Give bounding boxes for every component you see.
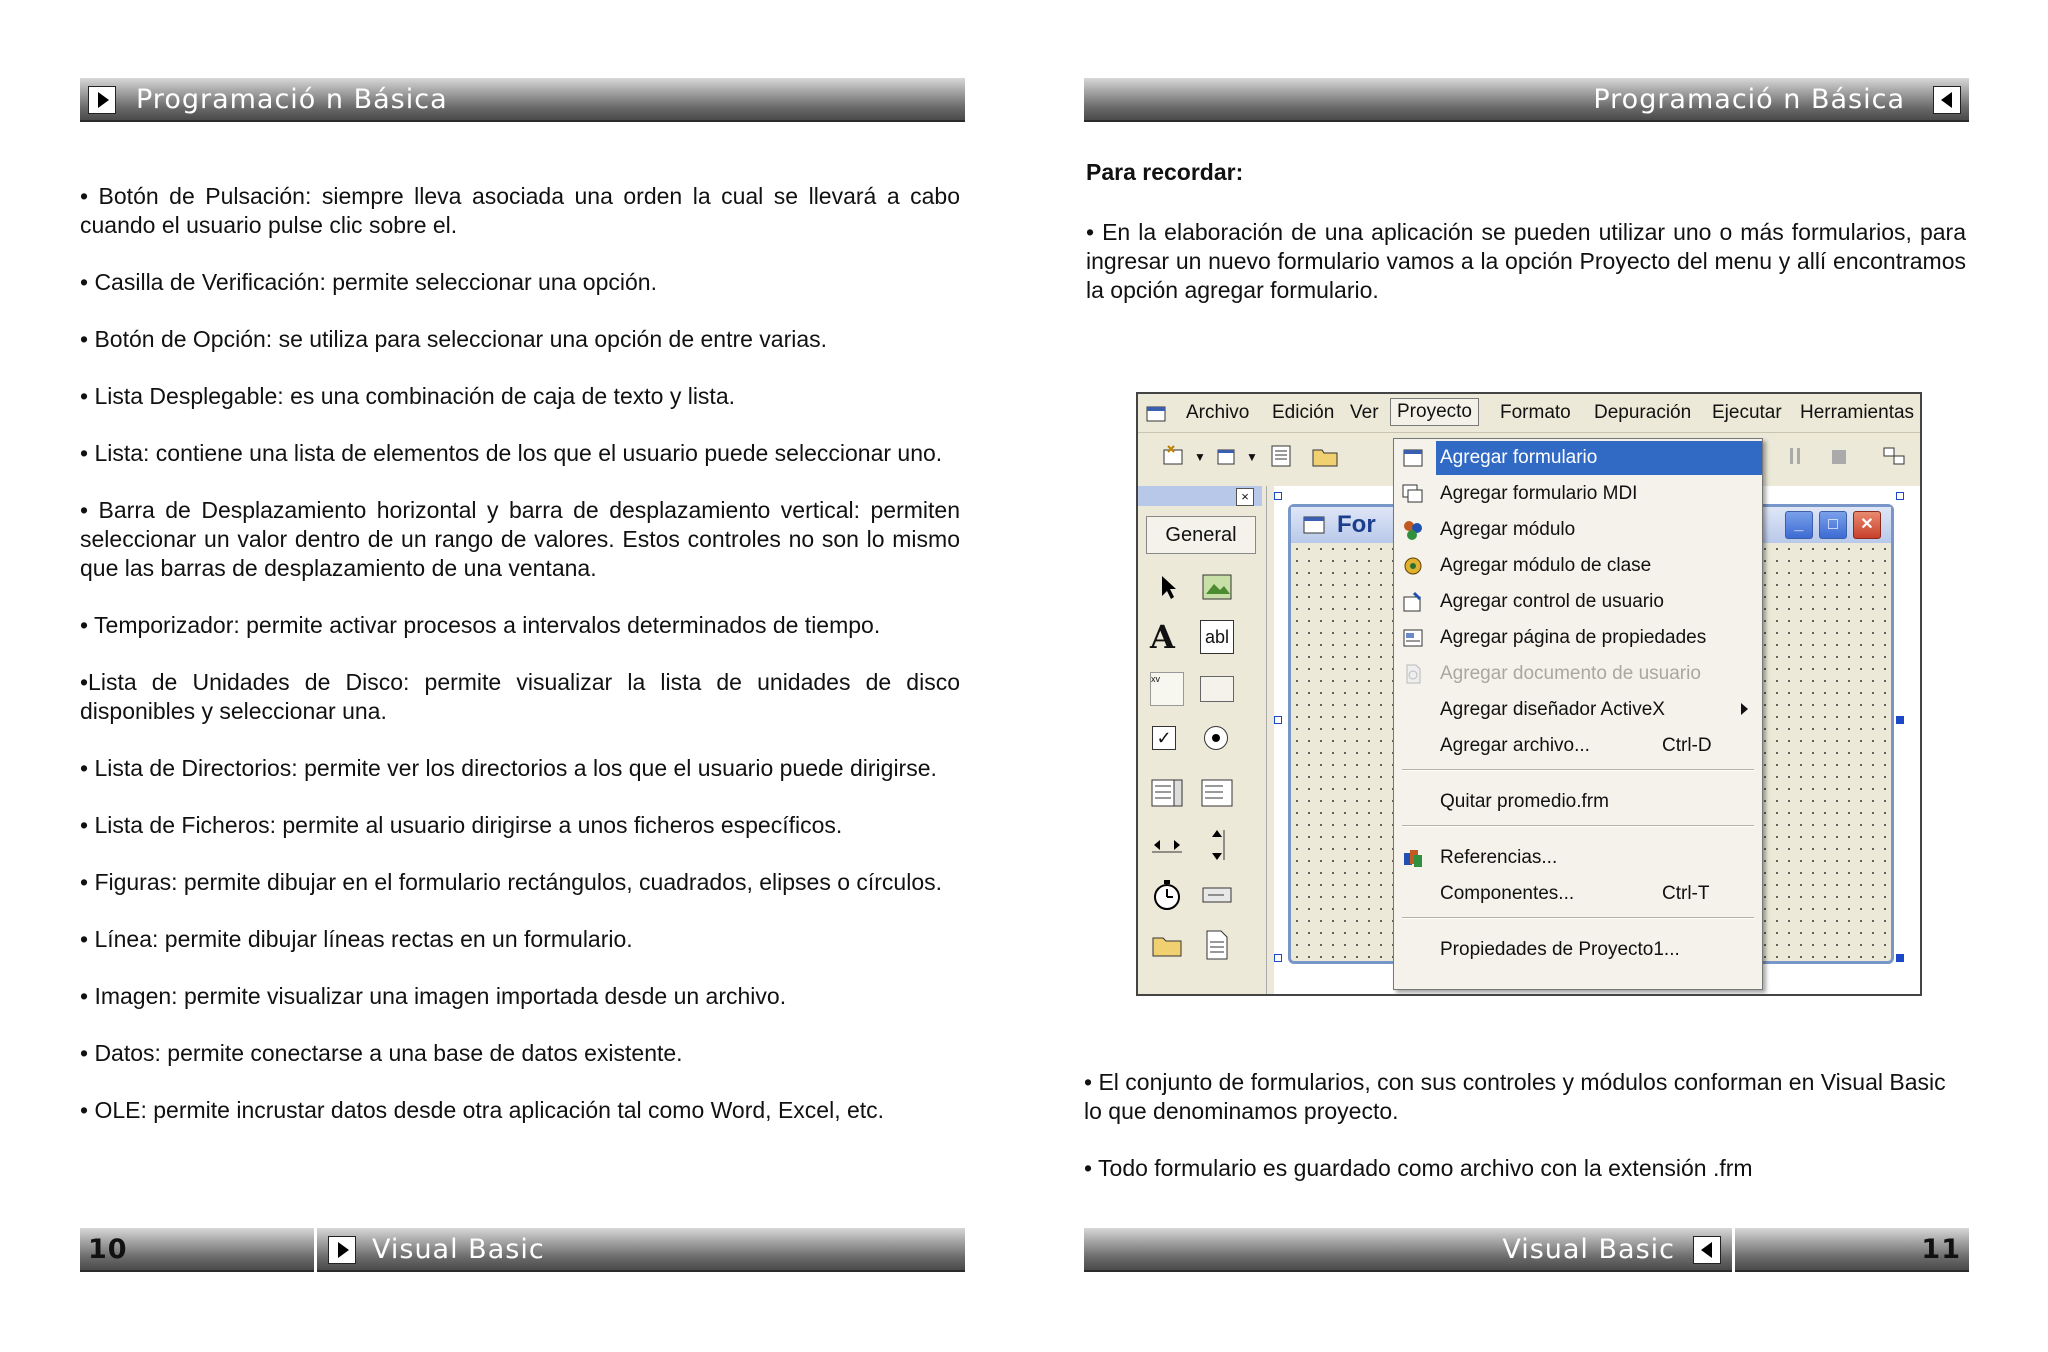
menu-item-agregar-modulo[interactable]	[1394, 513, 1762, 547]
property-page-icon	[1402, 627, 1424, 649]
chevron-down-icon[interactable]: ▼	[1246, 450, 1258, 464]
user-control-icon	[1402, 591, 1424, 613]
menu-item-agregar-documento-usuario[interactable]	[1394, 657, 1762, 691]
chevron-down-icon[interactable]: ▼	[1194, 450, 1206, 464]
menu-item-quitar[interactable]	[1394, 785, 1762, 819]
list-item: • OLE: permite incrustar datos desde otra aplicación tal como Word, Excel, etc.	[80, 1097, 885, 1123]
menu-ejecutar[interactable]: Ejecutar	[1712, 402, 1782, 423]
timer-icon[interactable]	[1150, 878, 1184, 912]
right-footer-bar	[1084, 1228, 1969, 1272]
form-icon	[1303, 514, 1327, 536]
submenu-arrow-icon	[1741, 703, 1748, 715]
selection-handle[interactable]	[1274, 716, 1282, 724]
selection-handle[interactable]	[1274, 492, 1282, 500]
pointer-icon[interactable]	[1152, 570, 1186, 604]
list-item: • El conjunto de formularios, con sus controles y módulos conforman en Visual Basic lo que denominamos proyecto.	[1084, 1069, 1946, 1124]
right-header-bar	[1084, 78, 1969, 122]
stop-icon[interactable]	[1832, 450, 1846, 464]
menu-item-label: Propiedades de Proyecto1...	[1440, 939, 1680, 960]
optionbutton-icon[interactable]	[1204, 726, 1228, 750]
menu-separator	[1402, 825, 1754, 827]
references-icon	[1402, 847, 1424, 869]
class-module-icon	[1402, 555, 1424, 577]
menu-item-label: Agregar módulo de clase	[1440, 555, 1652, 576]
menu-item-label: Agregar diseñador ActiveX	[1440, 699, 1665, 720]
vscrollbar-icon[interactable]	[1200, 828, 1234, 862]
menu-item-agregar-archivo[interactable]	[1394, 729, 1762, 763]
menu-item-label: Agregar documento de usuario	[1440, 663, 1701, 684]
right-header-title: Programació n Básica	[1593, 84, 1905, 115]
option-dot	[1212, 734, 1220, 742]
menu-depuracion[interactable]: Depuración	[1594, 402, 1692, 423]
intro-paragraph	[1086, 218, 1966, 333]
left-header-bar	[80, 78, 965, 122]
right-page-number: 11	[1921, 1234, 1961, 1265]
menu-item-shortcut: Ctrl-T	[1662, 883, 1710, 904]
toolbox-tab-general[interactable]: General	[1146, 516, 1256, 554]
menu-item-shortcut: Ctrl-D	[1662, 735, 1712, 756]
list-item: • Lista: contiene una lista de elementos de los que el usuario puede seleccionar uno.	[80, 440, 943, 466]
add-project-icon[interactable]	[1160, 442, 1190, 470]
form-icon	[1402, 447, 1426, 469]
left-footer-title: Visual Basic	[372, 1234, 545, 1265]
open-folder-icon[interactable]	[1310, 442, 1340, 470]
textbox-icon[interactable]: abl	[1200, 620, 1234, 654]
list-item: • Lista de Directorios: permite ver los directorios a los que el usuario puede dirigirse.	[80, 755, 937, 781]
frame-icon[interactable]: xv	[1150, 672, 1184, 706]
selection-handle[interactable]	[1274, 954, 1282, 962]
drivelistbox-icon[interactable]	[1200, 878, 1234, 912]
menu-item-label: Agregar formulario MDI	[1440, 483, 1638, 504]
mdi-form-icon	[1402, 483, 1424, 505]
menu-proyecto[interactable]: Proyecto	[1390, 398, 1479, 426]
list-item: • Botón de Pulsación: siempre lleva asociada una orden la cual se llevará a cabo cuando el usuario pulse clic sobre el.	[80, 183, 960, 238]
menu-archivo[interactable]: Archivo	[1186, 402, 1250, 423]
commandbutton-icon[interactable]	[1200, 676, 1234, 702]
notes-list	[1084, 1068, 1968, 1211]
dirlistbox-icon[interactable]	[1150, 928, 1184, 962]
minimize-button[interactable]: _	[1785, 511, 1813, 539]
menu-item-propiedades-proyecto[interactable]	[1394, 933, 1762, 967]
proyecto-dropdown-menu	[1393, 438, 1763, 990]
toolbox-titlebar	[1138, 486, 1262, 506]
list-item: •Lista de Unidades de Disco: permite visualizar la lista de unidades de disco disponibles y seleccionar una.	[80, 669, 960, 724]
selection-handle[interactable]	[1896, 716, 1904, 724]
list-item: • Todo formulario es guardado como archivo con la extensión .frm	[1084, 1155, 1753, 1181]
menu-edicion[interactable]: Edición	[1272, 402, 1335, 423]
pause-icon[interactable]	[1790, 448, 1800, 464]
menu-item-agregar-formulario[interactable]	[1436, 441, 1762, 475]
left-page-number: 10	[88, 1234, 128, 1265]
menu-item-label: Agregar página de propiedades	[1440, 627, 1707, 648]
menu-item-label: Referencias...	[1440, 847, 1558, 868]
menu-formato[interactable]: Formato	[1500, 402, 1571, 423]
picturebox-icon[interactable]	[1200, 570, 1234, 604]
menu-item-agregar-formulario-mdi[interactable]	[1394, 477, 1762, 511]
menu-item-label: Agregar control de usuario	[1440, 591, 1664, 612]
label-icon[interactable]: A	[1150, 618, 1175, 656]
user-document-icon	[1402, 663, 1424, 685]
project-explorer-icon[interactable]	[1880, 442, 1910, 470]
toolbox	[1138, 486, 1267, 994]
menu-ver[interactable]: Ver	[1350, 402, 1379, 423]
menu-herramientas[interactable]: Herramientas	[1800, 402, 1915, 423]
menu-item-agregar-control-usuario[interactable]	[1394, 585, 1762, 619]
menu-item-label: Quitar promedio.frm	[1440, 791, 1609, 812]
list-item: • Temporizador: permite activar procesos a intervalos determinados de tiempo.	[80, 612, 881, 638]
listbox-icon[interactable]	[1200, 776, 1234, 810]
maximize-button[interactable]: □	[1819, 511, 1847, 539]
filelistbox-icon[interactable]	[1200, 928, 1234, 962]
left-footer-bar	[80, 1228, 965, 1272]
selection-handle[interactable]	[1896, 954, 1904, 962]
left-header-title: Programació n Básica	[136, 84, 448, 115]
remember-heading: Para recordar:	[1086, 159, 1244, 185]
play-left-icon	[1693, 1236, 1721, 1264]
list-item: • Botón de Opción: se utiliza para seleccionar una opción de entre varias.	[80, 326, 828, 352]
menu-item-label: Agregar formulario	[1440, 447, 1598, 468]
menu-item-label: Agregar archivo...	[1440, 735, 1590, 756]
menu-separator	[1402, 769, 1754, 771]
list-item: • Lista de Ficheros: permite al usuario dirigirse a unos ficheros específicos.	[80, 812, 843, 838]
menu-item-label: Componentes...	[1440, 883, 1575, 904]
intro-text: • En la elaboración de una aplicación se pueden utilizar uno o más formularios, para ingresar un nuevo formulario vamos a la opción Proyecto del menu y allí encontramos la opción agregar formulario.	[1086, 219, 1966, 303]
menu-separator	[1402, 917, 1754, 919]
menu-item-label: Agregar módulo	[1440, 519, 1576, 540]
list-item: • Barra de Desplazamiento horizontal y barra de desplazamiento vertical: permiten seleccionar un valor dentro de un rango de valores. Estos controles no son lo mismo que las barras de desplazamiento de una ventana.	[80, 497, 960, 581]
menu-item-agregar-disenador-activex[interactable]	[1394, 693, 1762, 727]
close-icon[interactable]: ×	[1236, 488, 1254, 506]
menu-editor-icon[interactable]	[1266, 442, 1296, 470]
list-item: • Figuras: permite dibujar en el formulario rectángulos, cuadrados, elipses o círculos.	[80, 869, 943, 895]
footer-divider	[1732, 1228, 1735, 1272]
vb-ide-screenshot	[1136, 392, 1922, 996]
menu-item-componentes[interactable]	[1394, 877, 1762, 911]
checkbox-icon[interactable]: ✓	[1152, 726, 1176, 750]
play-right-icon	[88, 86, 116, 114]
menu-item-agregar-pagina-propiedades[interactable]	[1394, 621, 1762, 655]
list-item: • Lista Desplegable: es una combinación de caja de texto y lista.	[80, 383, 735, 409]
menu-bar	[1138, 394, 1920, 433]
hscrollbar-icon[interactable]	[1150, 828, 1184, 862]
combobox-icon[interactable]	[1150, 776, 1184, 810]
module-icon	[1402, 519, 1424, 541]
menu-item-referencias[interactable]	[1394, 841, 1762, 875]
list-item: • Datos: permite conectarse a una base de datos existente.	[80, 1040, 683, 1066]
list-item: • Casilla de Verificación: permite seleccionar una opción.	[80, 269, 657, 295]
form-caption: For	[1337, 511, 1376, 538]
add-form-icon[interactable]	[1212, 442, 1242, 470]
project-icon	[1146, 404, 1168, 424]
left-item-list	[80, 182, 960, 1153]
list-item: • Línea: permite dibujar líneas rectas en un formulario.	[80, 926, 633, 952]
list-item: • Imagen: permite visualizar una imagen importada desde un archivo.	[80, 983, 787, 1009]
selection-handle[interactable]	[1896, 492, 1904, 500]
play-left-icon	[1933, 86, 1961, 114]
play-right-icon	[328, 1236, 356, 1264]
right-footer-title: Visual Basic	[1502, 1234, 1675, 1265]
footer-divider	[314, 1228, 317, 1272]
close-button[interactable]: ✕	[1853, 511, 1881, 539]
menu-item-agregar-modulo-clase[interactable]	[1394, 549, 1762, 583]
